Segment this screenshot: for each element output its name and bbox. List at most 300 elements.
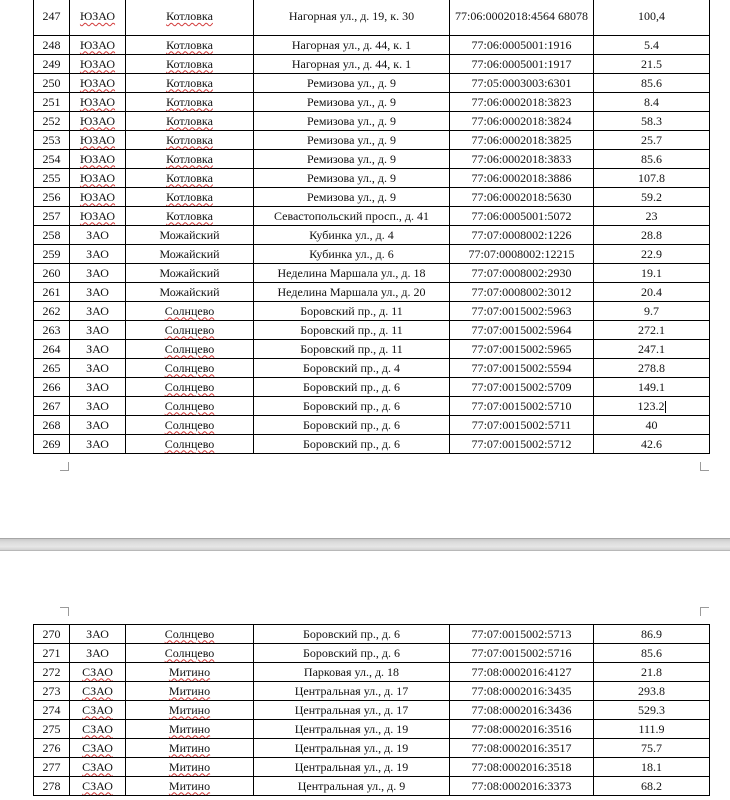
cadastral-number-cell[interactable] — [450, 112, 594, 131]
area-cell[interactable] — [594, 644, 710, 663]
address-cell[interactable] — [254, 625, 450, 644]
address-text: Боровский пр., д. 6 — [302, 645, 400, 660]
district-cell[interactable] — [126, 416, 254, 435]
row-number-cell[interactable] — [34, 93, 70, 112]
cadastral-number-text: 77:08:0002016:3518 — [471, 759, 572, 774]
district-cell[interactable] — [126, 226, 254, 245]
address-text: Кубинка ул., д. 4 — [309, 227, 394, 242]
district-text: Солнцево — [164, 303, 215, 318]
okrug-cell[interactable] — [70, 758, 126, 777]
okrug-cell[interactable] — [70, 378, 126, 397]
district-text: Котловка — [166, 113, 213, 128]
row-number-text: 254 — [42, 151, 61, 166]
table-row — [34, 682, 710, 701]
address-cell[interactable] — [254, 378, 450, 397]
district-text: Солнцево — [164, 322, 215, 337]
district-cell[interactable] — [126, 625, 254, 644]
address-text: Ремизова ул., д. 9 — [307, 75, 396, 90]
district-cell[interactable] — [126, 378, 254, 397]
district-cell[interactable] — [126, 188, 254, 207]
area-cell[interactable] — [594, 0, 710, 36]
district-cell[interactable] — [126, 169, 254, 188]
address-cell[interactable] — [254, 207, 450, 226]
area-cell[interactable] — [594, 435, 710, 454]
cadastral-number-cell[interactable] — [450, 207, 594, 226]
area-cell[interactable] — [594, 397, 710, 416]
district-cell[interactable] — [126, 682, 254, 701]
okrug-text: ЗАО — [86, 303, 109, 318]
cadastral-number-cell[interactable] — [450, 131, 594, 150]
cadastral-number-text: 77:06:0002018:3825 — [471, 132, 572, 147]
address-cell[interactable] — [254, 245, 450, 264]
district-cell[interactable] — [126, 207, 254, 226]
address-text: Боровский пр., д. 11 — [300, 322, 403, 337]
okrug-text: СЗАО — [82, 664, 113, 679]
cadastral-number-cell[interactable] — [450, 150, 594, 169]
row-number-cell[interactable] — [34, 188, 70, 207]
district-cell[interactable] — [126, 36, 254, 55]
district-text: Котловка — [166, 56, 213, 71]
okrug-cell[interactable] — [70, 264, 126, 283]
okrug-cell[interactable] — [70, 625, 126, 644]
district-cell[interactable] — [126, 397, 254, 416]
row-number-text: 271 — [42, 645, 61, 660]
district-cell[interactable] — [126, 150, 254, 169]
address-cell[interactable] — [254, 720, 450, 739]
row-number-cell[interactable] — [34, 359, 70, 378]
address-cell[interactable] — [254, 435, 450, 454]
area-cell[interactable] — [594, 93, 710, 112]
area-text: 22.9 — [641, 246, 662, 261]
cadastral-number-cell[interactable] — [450, 397, 594, 416]
okrug-text: ЗАО — [86, 322, 109, 337]
district-cell[interactable] — [126, 340, 254, 359]
area-cell[interactable] — [594, 283, 710, 302]
district-cell[interactable] — [126, 74, 254, 93]
table-row — [34, 321, 710, 340]
area-text: 9.7 — [644, 303, 659, 318]
row-number-text: 258 — [42, 227, 61, 242]
cadastral-number-cell[interactable] — [450, 55, 594, 74]
row-number-cell[interactable] — [34, 682, 70, 701]
area-text: 25.7 — [641, 132, 662, 147]
district-text: Митино — [168, 740, 211, 755]
row-number-cell[interactable] — [34, 283, 70, 302]
okrug-cell[interactable] — [70, 93, 126, 112]
area-cell[interactable] — [594, 188, 710, 207]
okrug-cell[interactable] — [70, 682, 126, 701]
table-row — [34, 416, 710, 435]
cadastral-number-cell[interactable] — [450, 93, 594, 112]
district-text: Солнцево — [164, 645, 215, 660]
cadastral-number-cell[interactable] — [450, 701, 594, 720]
row-number-text: 260 — [42, 265, 61, 280]
address-cell[interactable] — [254, 264, 450, 283]
district-text: Митино — [168, 664, 211, 679]
row-number-text: 277 — [42, 759, 61, 774]
district-cell[interactable] — [126, 359, 254, 378]
okrug-cell[interactable] — [70, 245, 126, 264]
row-number-text: 262 — [42, 303, 61, 318]
okrug-text: ЮЗАО — [79, 189, 116, 204]
area-cell[interactable] — [594, 378, 710, 397]
area-text: 529.3 — [638, 702, 665, 717]
cadastral-number-cell[interactable] — [450, 226, 594, 245]
cadastral-number-cell[interactable] — [450, 758, 594, 777]
row-number-cell[interactable] — [34, 150, 70, 169]
area-text: 58.3 — [641, 113, 662, 128]
row-number-text: 274 — [42, 702, 61, 717]
address-cell[interactable] — [254, 74, 450, 93]
okrug-cell[interactable] — [70, 321, 126, 340]
row-number-cell[interactable] — [34, 777, 70, 796]
okrug-cell[interactable] — [70, 739, 126, 758]
address-cell[interactable] — [254, 112, 450, 131]
cadastral-number-text: 77:06:0002018:3823 — [471, 94, 572, 109]
district-text: Митино — [168, 683, 211, 698]
okrug-cell[interactable] — [70, 302, 126, 321]
row-number-text: 272 — [42, 664, 61, 679]
row-number-cell[interactable] — [34, 739, 70, 758]
cadastral-number-cell[interactable] — [450, 188, 594, 207]
row-number-cell[interactable] — [34, 226, 70, 245]
okrug-cell[interactable] — [70, 188, 126, 207]
area-text: 28.8 — [641, 227, 662, 242]
cadastral-number-text: 77:07:0015002:5963 — [471, 303, 572, 318]
cadastral-number-cell[interactable] — [450, 378, 594, 397]
row-number-cell[interactable] — [34, 264, 70, 283]
area-text: 20.4 — [641, 284, 662, 299]
okrug-text: ЮЗАО — [79, 94, 116, 109]
district-text: Котловка — [166, 75, 213, 90]
cadastral-number-cell[interactable] — [450, 644, 594, 663]
district-cell[interactable] — [126, 739, 254, 758]
district-cell[interactable] — [126, 321, 254, 340]
address-cell[interactable] — [254, 340, 450, 359]
cadastral-number-cell[interactable] — [450, 682, 594, 701]
area-cell[interactable] — [594, 150, 710, 169]
address-cell[interactable] — [254, 226, 450, 245]
area-cell[interactable] — [594, 682, 710, 701]
address-text: Ремизова ул., д. 9 — [307, 170, 396, 185]
cadastral-number-text: 77:06:0005001:1916 — [471, 37, 572, 52]
area-cell[interactable] — [594, 340, 710, 359]
address-text: Боровский пр., д. 6 — [302, 626, 400, 641]
cadastral-number-cell[interactable] — [450, 169, 594, 188]
cadastral-number-cell[interactable] — [450, 340, 594, 359]
okrug-text: ЗАО — [86, 265, 109, 280]
row-number-cell[interactable] — [34, 378, 70, 397]
okrug-cell[interactable] — [70, 226, 126, 245]
area-text: 42.6 — [641, 436, 662, 451]
row-number-cell[interactable] — [34, 321, 70, 340]
cadastral-number-text: 77:06:0002018:3824 — [471, 113, 572, 128]
cadastral-number-text: 77:07:0015002:5711 — [471, 417, 572, 432]
okrug-text: СЗАО — [82, 683, 113, 698]
okrug-cell[interactable] — [70, 131, 126, 150]
cadastral-number-text: 77:07:0008002:12215 — [468, 246, 575, 261]
area-cell[interactable] — [594, 131, 710, 150]
cadastral-number-text: 77:08:0002016:3436 — [471, 702, 572, 717]
area-cell[interactable] — [594, 74, 710, 93]
district-cell[interactable] — [126, 644, 254, 663]
district-cell[interactable] — [126, 302, 254, 321]
row-number-text: 251 — [42, 94, 61, 109]
address-cell[interactable] — [254, 739, 450, 758]
property-table-page-2 — [33, 624, 710, 796]
address-cell[interactable] — [254, 397, 450, 416]
area-cell[interactable] — [594, 701, 710, 720]
okrug-cell[interactable] — [70, 112, 126, 131]
district-cell[interactable] — [126, 245, 254, 264]
row-number-cell[interactable] — [34, 416, 70, 435]
cadastral-number-cell[interactable] — [450, 663, 594, 682]
okrug-cell[interactable] — [70, 150, 126, 169]
district-cell[interactable] — [126, 55, 254, 74]
cadastral-number-cell[interactable] — [450, 283, 594, 302]
okrug-cell[interactable] — [70, 169, 126, 188]
address-cell[interactable] — [254, 0, 450, 36]
okrug-cell[interactable] — [70, 777, 126, 796]
cadastral-number-cell[interactable] — [450, 36, 594, 55]
okrug-cell[interactable] — [70, 340, 126, 359]
address-cell[interactable] — [254, 644, 450, 663]
cadastral-number-cell[interactable] — [450, 359, 594, 378]
address-cell[interactable] — [254, 188, 450, 207]
okrug-cell[interactable] — [70, 283, 126, 302]
area-cell[interactable] — [594, 625, 710, 644]
area-cell[interactable] — [594, 416, 710, 435]
cadastral-number-cell[interactable] — [450, 720, 594, 739]
address-text: Ремизова ул., д. 9 — [307, 151, 396, 166]
area-text: 100,4 — [638, 9, 665, 23]
address-text: Ремизова ул., д. 9 — [307, 132, 396, 147]
address-cell[interactable] — [254, 302, 450, 321]
district-text: Можайский — [159, 265, 220, 280]
row-number-cell[interactable] — [34, 625, 70, 644]
area-text: 247.1 — [638, 341, 665, 356]
area-cell[interactable] — [594, 739, 710, 758]
district-text: Котловка — [166, 208, 213, 223]
cadastral-number-cell[interactable] — [450, 321, 594, 340]
address-cell[interactable] — [254, 359, 450, 378]
cadastral-number-cell[interactable] — [450, 0, 594, 36]
address-text: Центральная ул., д. 19 — [294, 740, 409, 755]
district-cell[interactable] — [126, 701, 254, 720]
cadastral-number-cell[interactable] — [450, 302, 594, 321]
property-table-page-1 — [33, 0, 710, 454]
row-number-cell[interactable] — [34, 397, 70, 416]
row-number-cell[interactable] — [34, 55, 70, 74]
row-number-cell[interactable] — [34, 131, 70, 150]
row-number-cell[interactable] — [34, 663, 70, 682]
okrug-text: СЗАО — [82, 740, 113, 755]
area-cell[interactable] — [594, 245, 710, 264]
okrug-cell[interactable] — [70, 55, 126, 74]
row-number-text: 247 — [42, 9, 61, 23]
okrug-text: ЗАО — [86, 284, 109, 299]
okrug-cell[interactable] — [70, 416, 126, 435]
okrug-cell[interactable] — [70, 74, 126, 93]
district-cell[interactable] — [126, 283, 254, 302]
district-cell[interactable] — [126, 93, 254, 112]
row-number-text: 261 — [42, 284, 61, 299]
okrug-text: ЗАО — [86, 246, 109, 261]
address-cell[interactable] — [254, 321, 450, 340]
cadastral-number-cell[interactable] — [450, 435, 594, 454]
area-text: 85.6 — [641, 75, 662, 90]
address-cell[interactable] — [254, 663, 450, 682]
district-cell[interactable] — [126, 758, 254, 777]
cadastral-number-cell[interactable] — [450, 625, 594, 644]
cadastral-number-text: 77:06:0005001:5072 — [471, 208, 572, 223]
address-cell[interactable] — [254, 416, 450, 435]
address-text: Центральная ул., д. 17 — [294, 702, 409, 717]
address-cell[interactable] — [254, 758, 450, 777]
area-cell[interactable] — [594, 758, 710, 777]
okrug-cell[interactable] — [70, 720, 126, 739]
table-row — [34, 359, 710, 378]
area-text: 40 — [645, 417, 658, 432]
table-row — [34, 150, 710, 169]
cadastral-number-cell[interactable] — [450, 416, 594, 435]
address-text: Боровский пр., д. 11 — [300, 303, 403, 318]
address-cell[interactable] — [254, 682, 450, 701]
address-cell[interactable] — [254, 150, 450, 169]
row-number-cell[interactable] — [34, 245, 70, 264]
row-number-cell[interactable] — [34, 112, 70, 131]
row-number-cell[interactable] — [34, 758, 70, 777]
address-text: Центральная ул., д. 17 — [294, 683, 409, 698]
address-cell[interactable] — [254, 131, 450, 150]
row-number-text: 278 — [42, 778, 61, 793]
district-cell[interactable] — [126, 720, 254, 739]
address-text: Парковая ул., д. 18 — [303, 664, 400, 679]
area-cell[interactable] — [594, 321, 710, 340]
area-cell[interactable] — [594, 777, 710, 796]
address-text: Боровский пр., д. 6 — [302, 398, 400, 413]
area-cell[interactable] — [594, 663, 710, 682]
district-cell[interactable] — [126, 435, 254, 454]
area-cell[interactable] — [594, 112, 710, 131]
area-text: 149.1 — [638, 379, 665, 394]
cadastral-number-cell[interactable] — [450, 245, 594, 264]
row-number-cell[interactable] — [34, 207, 70, 226]
okrug-text: ЗАО — [86, 436, 109, 451]
okrug-cell[interactable] — [70, 644, 126, 663]
district-cell[interactable] — [126, 777, 254, 796]
row-number-cell[interactable] — [34, 0, 70, 36]
row-number-cell[interactable] — [34, 644, 70, 663]
district-text: Котловка — [166, 132, 213, 147]
okrug-text: ЗАО — [86, 360, 109, 375]
area-cell[interactable] — [594, 169, 710, 188]
page-corner-mark-top-right — [700, 607, 709, 616]
address-cell[interactable] — [254, 55, 450, 74]
okrug-cell[interactable] — [70, 397, 126, 416]
row-number-cell[interactable] — [34, 74, 70, 93]
district-text: Котловка — [166, 9, 213, 23]
row-number-cell[interactable] — [34, 169, 70, 188]
row-number-cell[interactable] — [34, 720, 70, 739]
area-cell[interactable] — [594, 302, 710, 321]
district-cell[interactable] — [126, 112, 254, 131]
table-row — [34, 131, 710, 150]
address-cell[interactable] — [254, 777, 450, 796]
row-number-text: 264 — [42, 341, 61, 356]
cadastral-number-text: 77:07:0015002:5965 — [471, 341, 572, 356]
table-row — [34, 226, 710, 245]
district-cell[interactable] — [126, 0, 254, 36]
address-cell[interactable] — [254, 283, 450, 302]
row-number-text: 265 — [42, 360, 61, 375]
area-cell[interactable] — [594, 226, 710, 245]
area-cell[interactable] — [594, 359, 710, 378]
table-row — [34, 55, 710, 74]
district-cell[interactable] — [126, 131, 254, 150]
table-row — [34, 644, 710, 663]
area-cell[interactable] — [594, 720, 710, 739]
okrug-cell[interactable] — [70, 663, 126, 682]
okrug-cell[interactable] — [70, 36, 126, 55]
table-row — [34, 112, 710, 131]
table-row — [34, 169, 710, 188]
row-number-text: 270 — [42, 626, 61, 641]
okrug-cell[interactable] — [70, 0, 126, 36]
okrug-cell[interactable] — [70, 701, 126, 720]
row-number-cell[interactable] — [34, 340, 70, 359]
area-cell[interactable] — [594, 36, 710, 55]
area-text: 85.6 — [641, 151, 662, 166]
area-cell[interactable] — [594, 264, 710, 283]
row-number-cell[interactable] — [34, 435, 70, 454]
address-cell[interactable] — [254, 36, 450, 55]
address-text: Боровский пр., д. 6 — [302, 436, 400, 451]
address-cell[interactable] — [254, 169, 450, 188]
district-text: Можайский — [159, 246, 220, 261]
table-row — [34, 302, 710, 321]
cadastral-number-cell[interactable] — [450, 777, 594, 796]
area-text: 85.6 — [641, 645, 662, 660]
okrug-text: ЮЗАО — [79, 37, 116, 52]
district-text: Котловка — [166, 189, 213, 204]
okrug-cell[interactable] — [70, 207, 126, 226]
row-number-text: 269 — [42, 436, 61, 451]
row-number-cell[interactable] — [34, 36, 70, 55]
area-text: 59.2 — [641, 189, 662, 204]
address-cell[interactable] — [254, 701, 450, 720]
document-page-2[interactable] — [0, 551, 730, 800]
table-row — [34, 720, 710, 739]
row-number-cell[interactable] — [34, 302, 70, 321]
cadastral-number-cell[interactable] — [450, 74, 594, 93]
address-cell[interactable] — [254, 93, 450, 112]
table-body — [34, 625, 710, 796]
area-text: 123.2 — [637, 398, 665, 413]
cadastral-number-cell[interactable] — [450, 739, 594, 758]
district-cell[interactable] — [126, 264, 254, 283]
cadastral-number-text: 77:06:0002018:4564 68078 — [454, 9, 588, 23]
okrug-cell[interactable] — [70, 435, 126, 454]
table-row — [34, 0, 710, 36]
area-cell[interactable] — [594, 207, 710, 226]
row-number-cell[interactable] — [34, 701, 70, 720]
cadastral-number-cell[interactable] — [450, 264, 594, 283]
area-cell[interactable] — [594, 55, 710, 74]
okrug-cell[interactable] — [70, 359, 126, 378]
cadastral-number-text: 77:08:0002016:3517 — [471, 740, 572, 755]
district-cell[interactable] — [126, 663, 254, 682]
